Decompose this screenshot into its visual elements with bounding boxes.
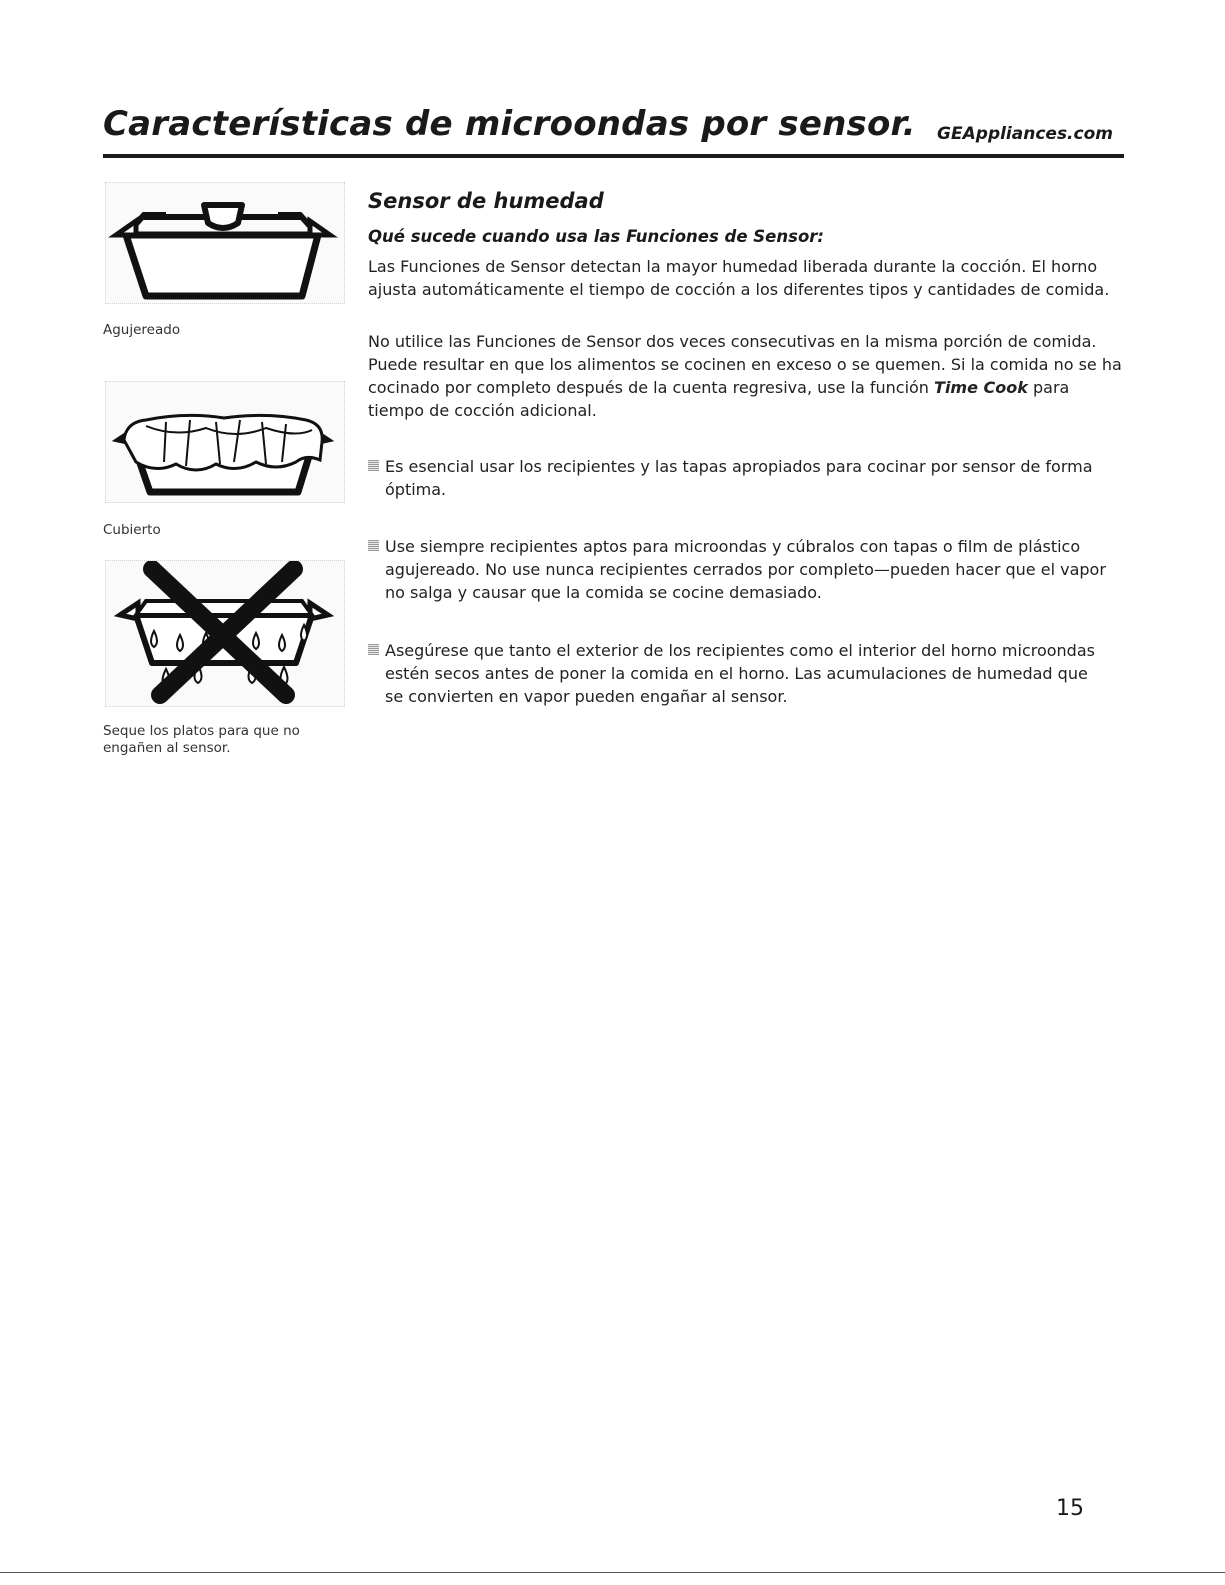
bullet-text: Use siempre recipientes aptos para microondas y cúbralos con tapas o film de plástico agujereado. No use nunca recipientes cerrados por completo—pueden hacer que el vapor no salga y causar que la comida se cocine demasiado. bbox=[385, 537, 1106, 602]
wet-dish-figure bbox=[105, 560, 345, 707]
bullet-text: Es esencial usar los recipientes y las tapas apropiados para cocinar por sensor de forma óptima. bbox=[385, 457, 1093, 499]
sub-heading: Qué sucede cuando usa las Funciones de Sensor: bbox=[368, 227, 825, 246]
bullet-square-icon bbox=[368, 644, 379, 655]
section-heading: Sensor de humedad bbox=[368, 189, 604, 213]
warning-paragraph bbox=[368, 330, 1128, 422]
figure-caption: Agujereado bbox=[103, 322, 181, 338]
bullet-text: Asegúrese que tanto el exterior de los recipientes como el interior del horno microondas estén secos antes de poner la comida en el horno. Las acumulaciones de humedad que se convierten en vapor pueden engañar al sensor. bbox=[385, 641, 1095, 706]
vented-dish-icon bbox=[106, 183, 344, 303]
covered-dish-icon bbox=[106, 382, 344, 502]
site-url: GEAppliances.com bbox=[937, 124, 1113, 144]
vented-dish-figure bbox=[105, 182, 345, 304]
title-rule bbox=[103, 154, 1124, 158]
figure-caption: Seque los platos para que no engañen al sensor. bbox=[103, 723, 300, 756]
time-cook-emphasis: Time Cook bbox=[934, 378, 1028, 397]
bottom-rule bbox=[0, 1572, 1225, 1573]
bullet-item bbox=[368, 455, 1108, 501]
intro-paragraph: Las Funciones de Sensor detectan la mayor humedad liberada durante la cocción. El horno ajusta automáticamente el tiempo de cocción a los diferentes tipos y cantidades de comida. bbox=[368, 257, 1110, 299]
page-number: 15 bbox=[1056, 1496, 1084, 1521]
bullet-square-icon bbox=[368, 540, 379, 551]
covered-dish-figure bbox=[105, 381, 345, 503]
bullet-item bbox=[368, 639, 1108, 708]
warning-text-end: para tiempo de cocción adicional. bbox=[368, 378, 1070, 420]
warning-text: No utilice las Funciones de Sensor dos veces consecutivas en la misma porción de comida. Puede resultar en que los alimentos se cocinen en exceso o se quemen. Si la comida no se ha cocinado por completo después de la cuenta regresiva, use la función bbox=[368, 332, 1122, 397]
page-title: Características de microondas por sensor. bbox=[103, 104, 916, 144]
wet-dish-crossed-icon bbox=[106, 561, 344, 706]
bullet-square-icon bbox=[368, 460, 379, 471]
bullet-item bbox=[368, 535, 1108, 604]
figure-caption: Cubierto bbox=[103, 522, 161, 538]
